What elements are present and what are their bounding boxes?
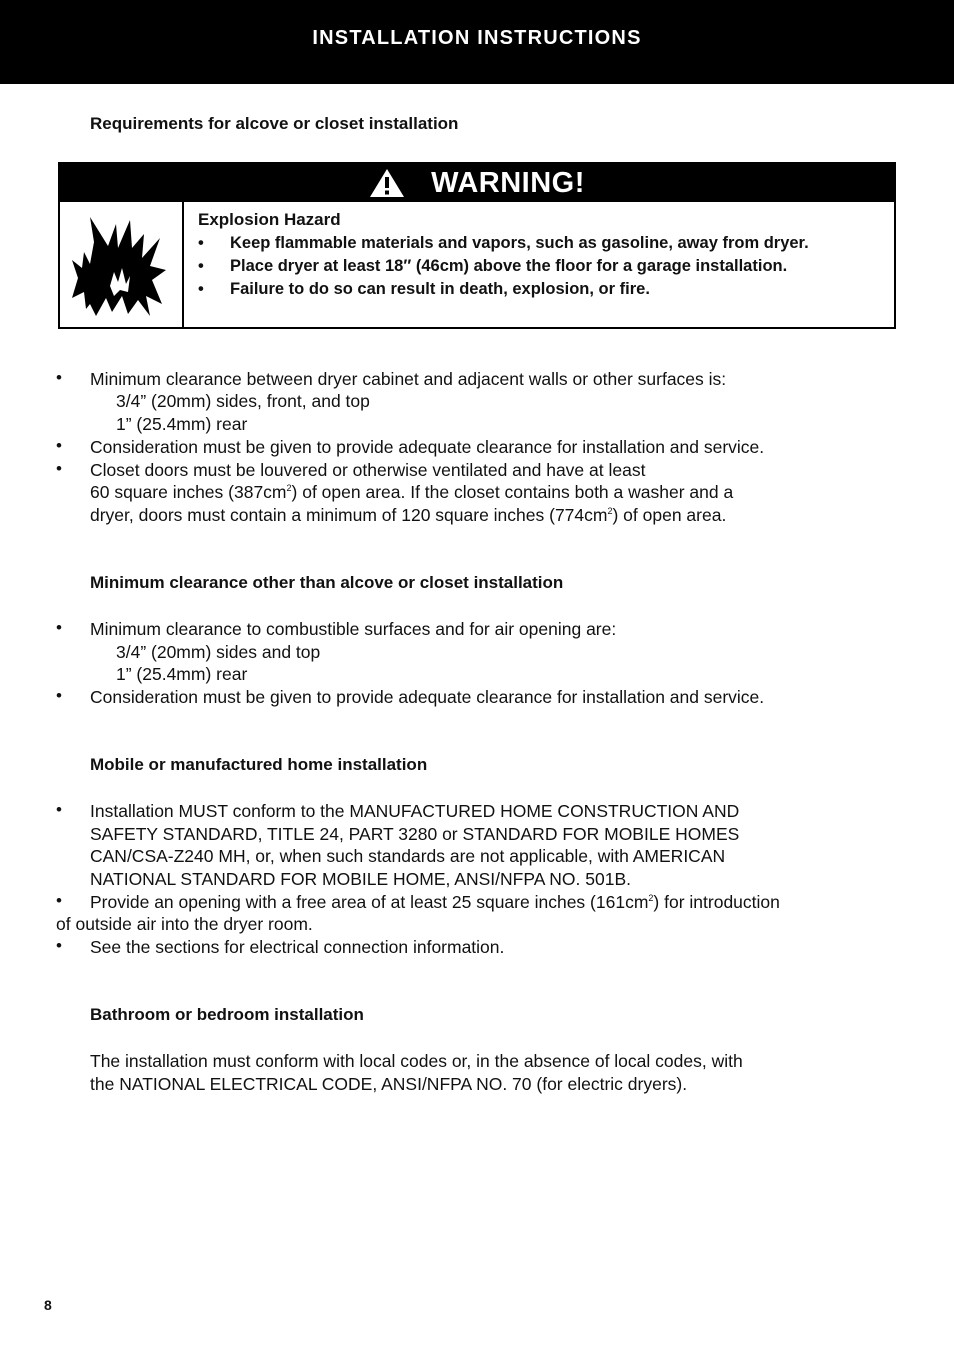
bullet: •	[198, 280, 204, 298]
bullet: •	[56, 368, 62, 387]
list-item: Consideration must be given to provide adequate clearance for installation and service.	[90, 437, 765, 457]
section-title-alcove: Requirements for alcove or closet installation	[90, 114, 459, 133]
list-item-continued: of outside air into the dryer room.	[56, 914, 313, 934]
list-item-continued: CAN/CSA-Z240 MH, or, when such standards are not applicable, with AMERICAN	[90, 846, 726, 866]
superscript: 2	[607, 506, 613, 517]
page-header	[0, 0, 954, 84]
warning-bar	[60, 164, 894, 202]
text-run: ) for introduction	[653, 892, 780, 912]
hazard-title: Explosion Hazard	[198, 210, 341, 229]
warning-icon-cell	[60, 202, 184, 327]
section-title-bathroom: Bathroom or bedroom installation	[90, 1005, 364, 1024]
bullet: •	[56, 936, 62, 955]
paragraph-line: the NATIONAL ELECTRICAL CODE, ANSI/NFPA NO. 70 (for electric dryers).	[90, 1074, 688, 1094]
list-item: Closet doors must be louvered or otherwise ventilated and have at least	[90, 460, 646, 480]
superscript: 2	[648, 893, 654, 904]
list-item-continued	[90, 504, 726, 527]
hazard-item-text: Keep flammable materials and vapors, such as gasoline, away from dryer.	[230, 234, 809, 252]
list-item-continued: SAFETY STANDARD, TITLE 24, PART 3280 or STANDARD FOR MOBILE HOMES	[90, 824, 740, 844]
hazard-item-text: Place dryer at least 18″ (46cm) above the floor for a garage installation.	[230, 257, 788, 275]
list-item: Installation MUST conform to the MANUFACTURED HOME CONSTRUCTION AND	[90, 801, 740, 821]
bullet: •	[56, 618, 62, 637]
list-item: Minimum clearance between dryer cabinet and adjacent walls or other surfaces is:	[90, 369, 727, 389]
warning-title: WARNING!	[431, 166, 585, 199]
superscript: 2	[286, 483, 292, 494]
section-title-mobile-home: Mobile or manufactured home installation	[90, 755, 428, 774]
page-number: 8	[44, 1297, 52, 1313]
bullet: •	[56, 686, 62, 705]
list-item: Minimum clearance to combustible surfaces and for air opening are:	[90, 619, 617, 639]
list-item-sub: 3/4” (20mm) sides and top	[116, 642, 321, 662]
warning-triangle-icon	[369, 168, 405, 198]
list-item	[90, 891, 780, 914]
paragraph-line: The installation must conform with local codes or, in the absence of local codes, with	[90, 1051, 743, 1071]
bullet: •	[198, 234, 204, 252]
text-run: 60 square inches (387cm	[90, 482, 287, 502]
explosion-icon	[66, 212, 176, 322]
bullet: •	[56, 800, 62, 819]
hazard-item-text: Failure to do so can result in death, explosion, or fire.	[230, 280, 650, 298]
list-item-continued	[90, 481, 733, 504]
list-item: See the sections for electrical connection information.	[90, 937, 505, 957]
text-run: dryer, doors must contain a minimum of 120 square inches (774cm	[90, 505, 608, 525]
list-item-sub: 3/4” (20mm) sides, front, and top	[116, 391, 370, 411]
bullet: •	[56, 459, 62, 478]
list-item: Consideration must be given to provide adequate clearance for installation and service.	[90, 687, 765, 707]
list-item-continued: NATIONAL STANDARD FOR MOBILE HOME, ANSI/NFPA NO. 501B.	[90, 869, 631, 889]
text-run: ) of open area.	[612, 505, 727, 525]
header-title: INSTALLATION INSTRUCTIONS	[312, 26, 642, 49]
list-item-sub: 1” (25.4mm) rear	[116, 664, 248, 684]
section-title-other-clearance: Minimum clearance other than alcove or closet installation	[90, 573, 564, 592]
list-item-sub: 1” (25.4mm) rear	[116, 414, 248, 434]
bullet: •	[56, 436, 62, 455]
bullet: •	[198, 257, 204, 275]
bullet: •	[56, 891, 62, 910]
text-run: ) of open area. If the closet contains both a washer and a	[291, 482, 734, 502]
warning-box	[58, 162, 896, 329]
text-run: Provide an opening with a free area of at least 25 square inches (161cm	[90, 892, 649, 912]
